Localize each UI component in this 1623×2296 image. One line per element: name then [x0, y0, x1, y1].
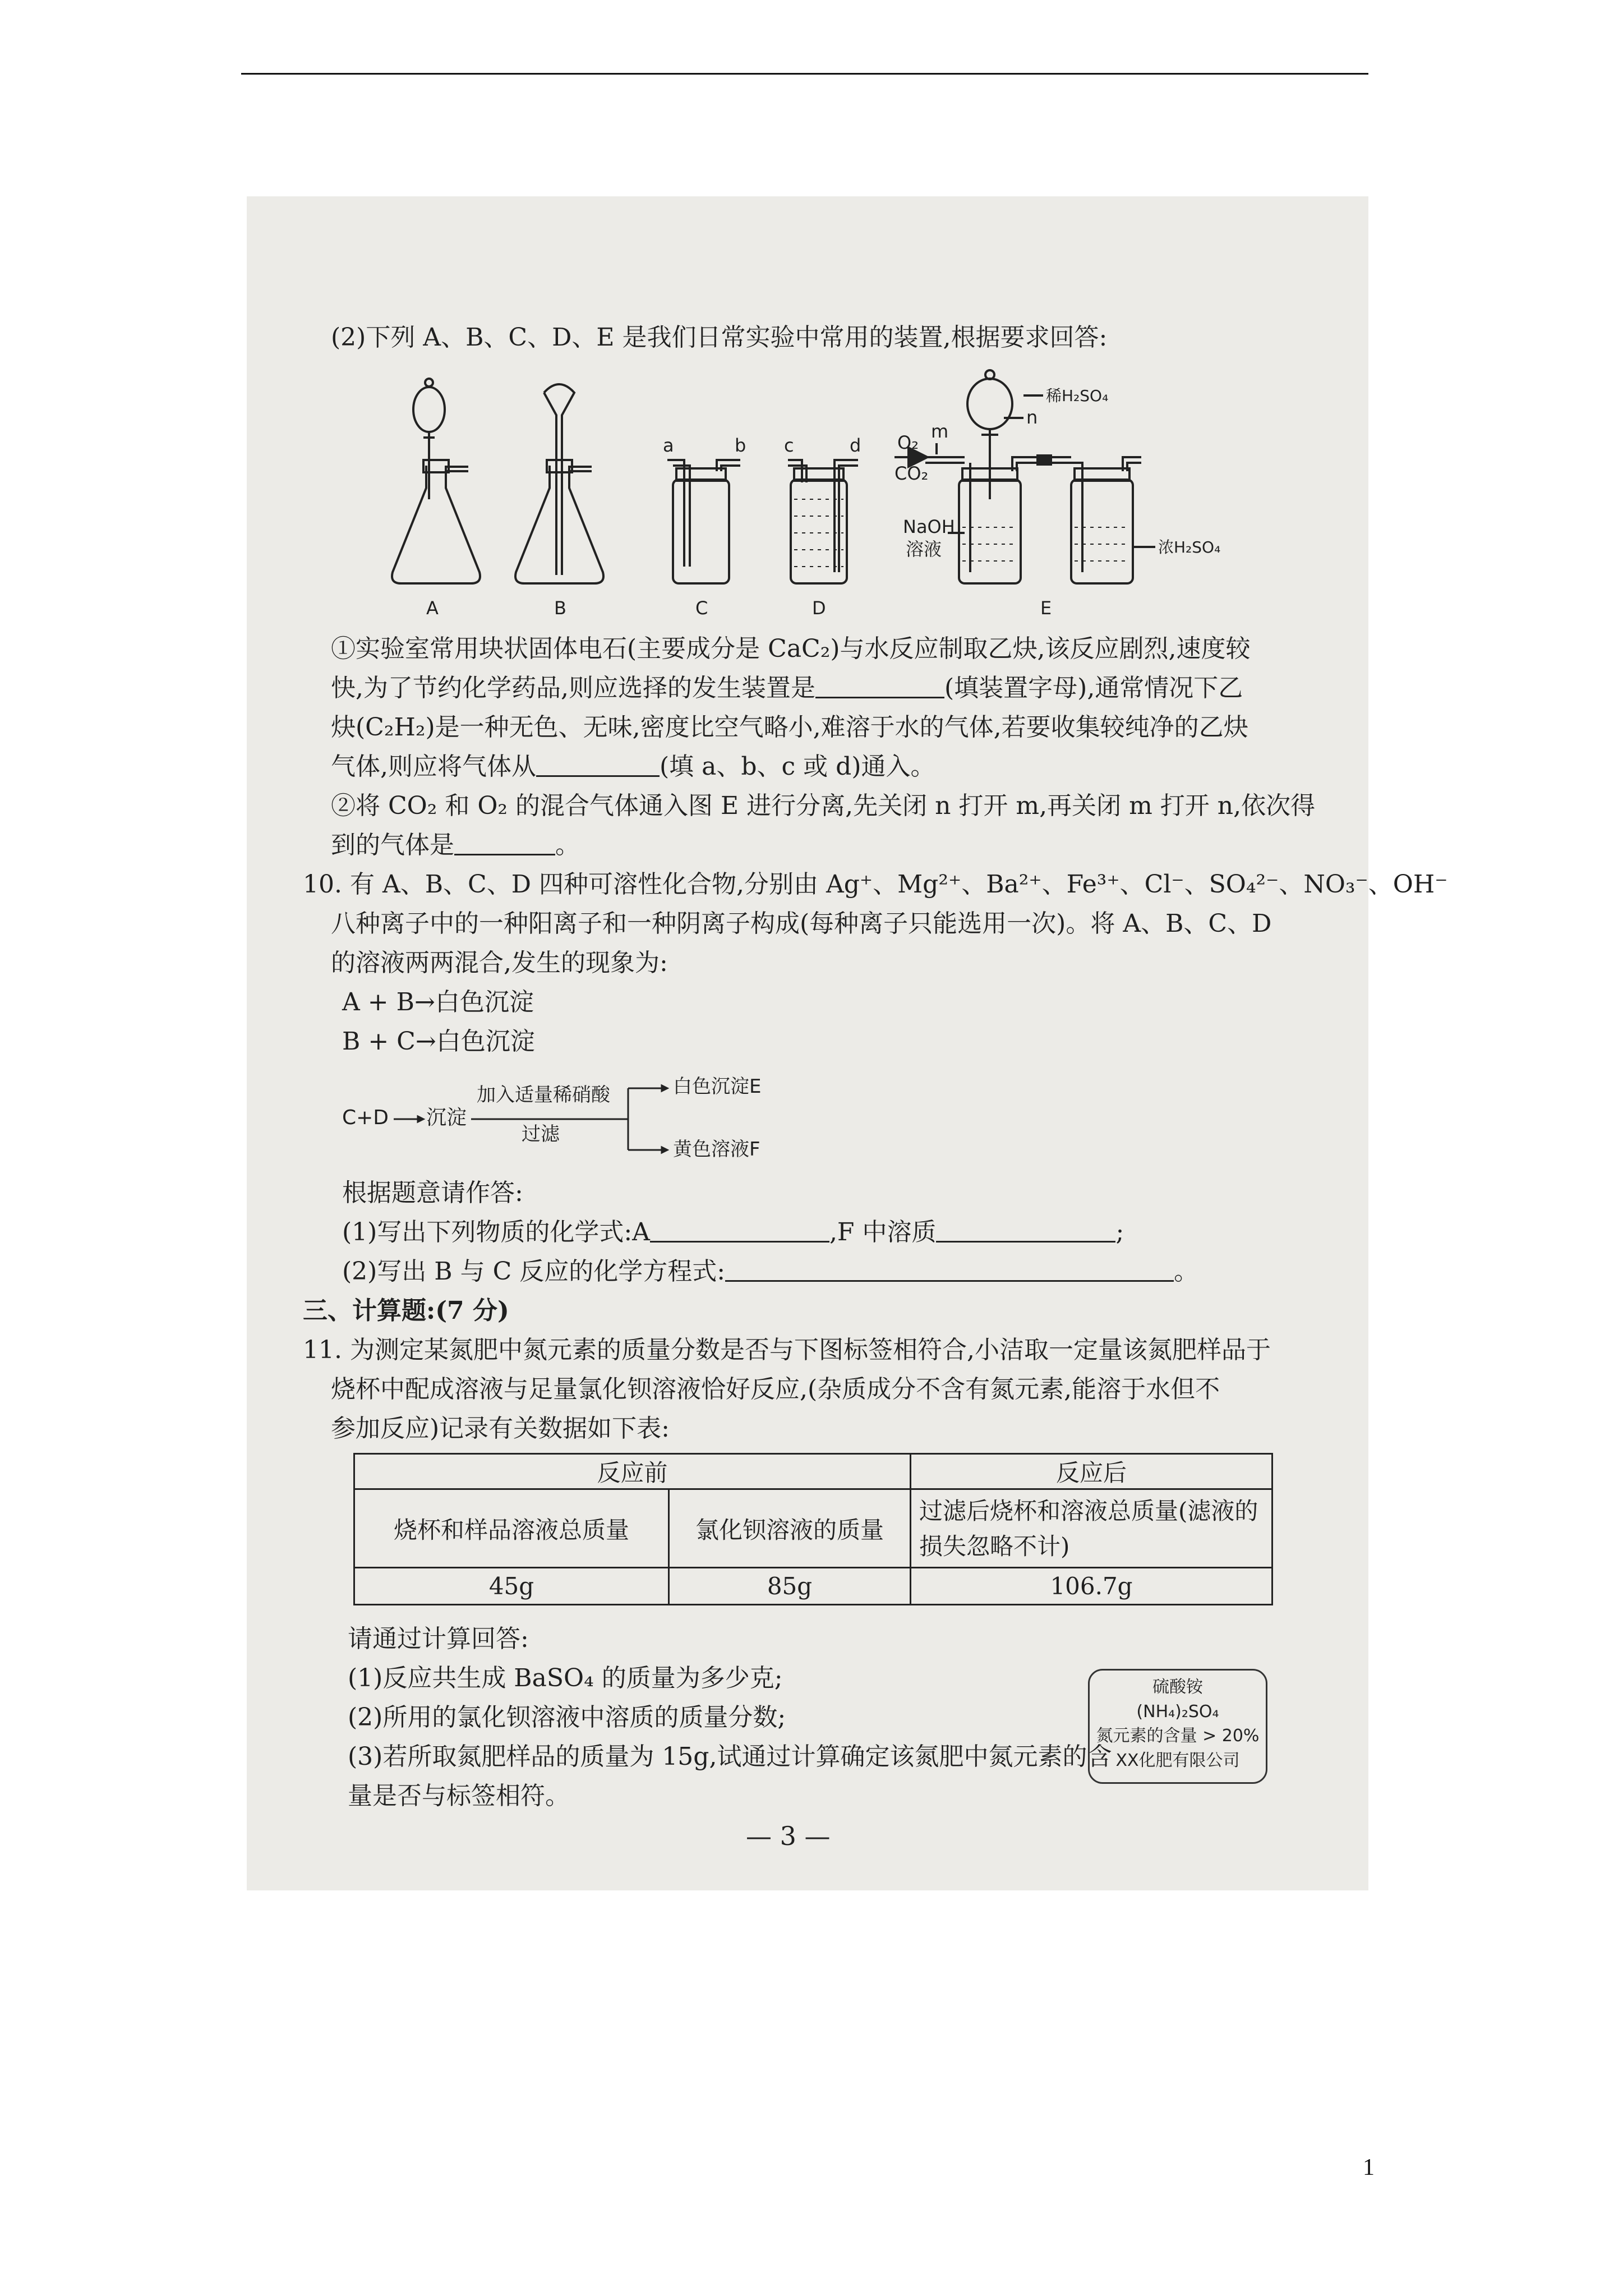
- q10-line2: 八种离子中的一种阳离子和一种阴离子构成(每种离子只能选用一次)。将 A、B、C、D: [331, 909, 1272, 938]
- table-col-after-filter: 过滤后烧杯和溶液总质量(滤液的 损失忽略不计): [911, 1489, 1272, 1568]
- q11-ask-2: (2)所用的氯化钡溶液中溶质的质量分数;: [348, 1703, 786, 1732]
- q10-ask-1: (1)写出下列物质的化学式:A ,F 中溶质 ;: [342, 1218, 1124, 1246]
- port-c: c: [784, 435, 794, 456]
- answer-blank-3[interactable]: [454, 834, 555, 855]
- q2-part1-line3: 炔(C₂H₂)是一种无色、无味,密度比空气略小,难溶于水的气体,若要收集较纯净的乙炔: [331, 713, 1248, 742]
- table-header-before: 反应前: [354, 1454, 911, 1489]
- flow-diagram: [342, 1066, 791, 1172]
- q2-part1-line1: ①实验室常用块状固体电石(主要成分是 CaC₂)与水反应制取乙炔,该反应剧烈,速度较: [331, 634, 1251, 663]
- q2-part2-line1: ②将 CO₂ 和 O₂ 的混合气体通入图 E 进行分离,先关闭 n 打开 m,再关闭 m 打开 n,依次得: [331, 792, 1316, 820]
- q10-line1: 10. 有 A、B、C、D 四种可溶性化合物,分别由 Ag⁺、Mg²⁺、Ba²⁺、Fe³⁺、Cl⁻、SO₄²⁻、NO₃⁻、OH⁻: [303, 870, 1448, 899]
- flow-out-white-precipitate: 白色沉淀E: [673, 1075, 762, 1098]
- port-b: b: [735, 435, 746, 456]
- q2-part1-line4: 气体,则应将气体从 (填 a、b、c 或 d)通入。: [331, 752, 935, 781]
- q2-part2-line2: 到的气体是 。: [331, 831, 580, 859]
- label-formula: (NH₄)₂SO₄: [1136, 1701, 1219, 1722]
- gas-o2: O₂: [897, 432, 919, 453]
- table-cell-v1: 45g: [354, 1568, 669, 1605]
- port-d: d: [850, 435, 861, 456]
- table-row: [354, 1568, 1272, 1605]
- q2-part1-line2: 快,为了节约化学药品,则应选择的发生装置是 (填装置字母),通常情况下乙: [331, 674, 1243, 702]
- answer-blank-6[interactable]: [725, 1260, 1174, 1282]
- label-b: B: [554, 597, 566, 619]
- valve-n: n: [1026, 407, 1038, 428]
- q10-line3: 的溶液两两混合,发生的现象为:: [331, 949, 668, 977]
- table-header-after: 反应后: [911, 1454, 1272, 1489]
- q11-line1: 11. 为测定某氮肥中氮元素的质量分数是否与下图标签相符合,小洁取一定量该氮肥样品于: [303, 1336, 1271, 1364]
- valve-m: m: [931, 421, 949, 442]
- conc-acid-label: 浓H₂SO₄: [1158, 538, 1221, 556]
- apparatus-b: [515, 384, 603, 583]
- q11-ask-intro: 请通过计算回答:: [348, 1625, 529, 1653]
- answer-blank-2[interactable]: [536, 755, 660, 777]
- label-d: D: [812, 597, 826, 619]
- apparatus-a: [392, 379, 480, 583]
- flow-start: C+D: [342, 1106, 389, 1129]
- q10-reaction-ab: A + B→白色沉淀: [342, 988, 534, 1016]
- label-e: E: [1040, 597, 1052, 619]
- naoh-solution-label: 溶液: [906, 539, 942, 560]
- dilute-acid-label: 稀H₂SO₄: [1046, 386, 1109, 405]
- gas-co2: CO₂: [895, 463, 929, 484]
- naoh-label: NaOH: [903, 516, 955, 537]
- q11-ask-3: (3)若所取氮肥样品的质量为 15g,试通过计算确定该氮肥中氮元素的含: [348, 1742, 1112, 1771]
- flow-out-yellow-solution: 黄色溶液F: [673, 1138, 760, 1161]
- port-a: a: [663, 435, 674, 456]
- q11-line3: 参加反应)记录有关数据如下表:: [331, 1414, 670, 1443]
- label-company: XX化肥有限公司: [1115, 1750, 1240, 1770]
- data-table: [353, 1453, 1273, 1605]
- q2-intro: (2)下列 A、B、C、D、E 是我们日常实验中常用的装置,根据要求回答:: [331, 323, 1108, 352]
- label-c: C: [695, 597, 708, 619]
- scan-page-number: — 3 —: [746, 1821, 831, 1851]
- header-rule: [241, 73, 1368, 75]
- apparatus-d: [788, 460, 858, 583]
- fertilizer-label: [1088, 1669, 1267, 1784]
- q10-ask-intro: 根据题意请作答:: [342, 1179, 523, 1207]
- table-cell-v3: 106.7g: [911, 1568, 1272, 1605]
- table-cell-v2: 85g: [669, 1568, 911, 1605]
- answer-blank-1[interactable]: [815, 677, 944, 698]
- apparatus-figure: [342, 359, 1267, 628]
- table-col-bacl2-solution: 氯化钡溶液的质量: [669, 1489, 911, 1568]
- apparatus-c: [667, 460, 740, 583]
- q11-line2: 烧杯中配成溶液与足量氯化钡溶液恰好反应,(杂质成分不含有氮元素,能溶于水但不: [331, 1375, 1220, 1404]
- q10-reaction-bc: B + C→白色沉淀: [342, 1027, 535, 1056]
- answer-blank-4[interactable]: [650, 1221, 829, 1243]
- q11-ask-3-cont: 量是否与标签相符。: [348, 1782, 570, 1810]
- label-a: A: [426, 597, 439, 619]
- flow-step-filter: 过滤: [522, 1123, 560, 1145]
- table-col-beaker-sample: 烧杯和样品溶液总质量: [354, 1489, 669, 1568]
- label-nitrogen-content: 氮元素的含量 > 20%: [1096, 1726, 1260, 1746]
- page-number: 1: [1363, 2155, 1375, 2180]
- q11-ask-1: (1)反应共生成 BaSO₄ 的质量为多少克;: [348, 1664, 783, 1692]
- flow-step-add-acid: 加入适量稀硝酸: [477, 1084, 610, 1106]
- label-name: 硫酸铵: [1152, 1677, 1203, 1697]
- q10-ask-2: (2)写出 B 与 C 反应的化学方程式: 。: [342, 1257, 1199, 1286]
- answer-blank-5[interactable]: [936, 1221, 1115, 1243]
- section-3-heading: 三、计算题:(7 分): [303, 1296, 509, 1325]
- flow-precipitate: 沉淀: [426, 1106, 467, 1129]
